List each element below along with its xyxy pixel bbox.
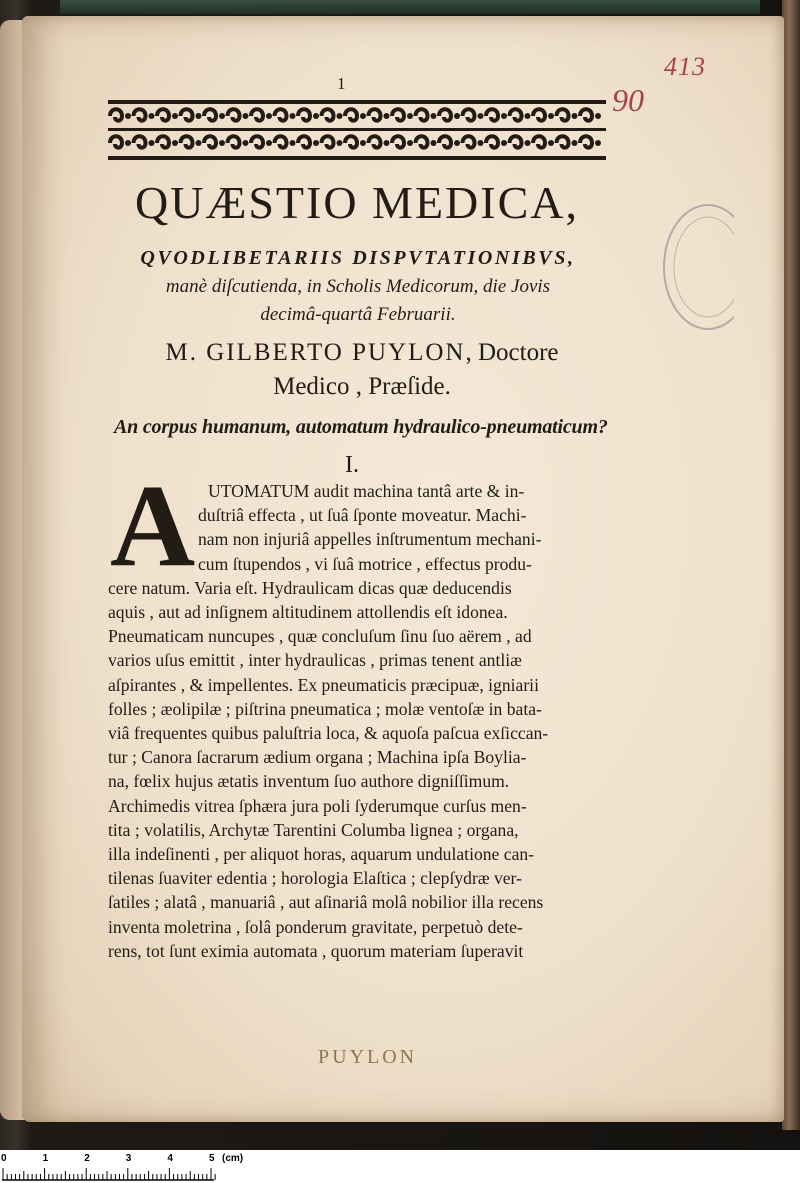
body-line: folles ; æolipilæ ; piſtrina pneumatica ; molæ ventoſæ in bata- — [108, 698, 542, 719]
ruler-unit: (cm) — [222, 1153, 244, 1164]
body-line: inventa moletrina , ſolâ ponderum gravitate, perpetuò dete- — [108, 916, 523, 937]
subtitle-line-2: manè diſcutienda, in Scholis Medicorum, die Jovis — [165, 276, 551, 297]
right-page-edge — [782, 0, 800, 1130]
ornament-dot — [360, 140, 366, 146]
body-line: na, fœlix hujus ætatis inventum ſuo authore digniſſimum. — [108, 771, 510, 792]
body-line: cere natum. Varia eſt. Hydraulicam dicas quæ deducendis — [108, 577, 512, 598]
ornament-dot — [337, 113, 343, 119]
ornament-scroll — [110, 136, 122, 147]
ornament-scroll — [486, 109, 498, 120]
binding-band — [60, 0, 760, 14]
body-line: rens, tot ſunt eximia automata , quorum materiam ſuperavit — [108, 940, 524, 961]
ornament-dot — [172, 140, 178, 146]
ornament-scroll — [157, 136, 169, 147]
ornament-scroll — [533, 109, 545, 120]
body-line: illa indeſinenti , per aliquot horas, aquarum undulatione can- — [108, 844, 535, 864]
body-line: tita ; volatilis, Archytæ Tarentini Columba lignea ; organa, — [108, 819, 519, 840]
page-number: 1 — [337, 74, 346, 93]
ornament-dot — [243, 113, 249, 119]
ornament-scroll — [392, 109, 404, 120]
ornament-scroll — [416, 109, 428, 120]
ruler-label: 1 — [42, 1153, 49, 1164]
ornament-dot — [219, 113, 225, 119]
ornament-scroll — [439, 136, 451, 147]
ornament-band — [108, 100, 606, 160]
ornament-scroll — [134, 109, 146, 120]
body-line: aquis , aut ad inſignem altitudinem attollendis eſt idonea. — [108, 602, 508, 622]
ruler-label: 5 — [209, 1153, 215, 1164]
ornament-scroll — [228, 109, 240, 120]
ornament-dot — [525, 140, 531, 146]
preses-block — [112, 336, 612, 404]
subtitle — [108, 244, 608, 329]
ornament-scroll — [181, 109, 193, 120]
ornament-scroll — [298, 109, 310, 120]
body-line: ſatiles ; alatâ , manuariâ , aut aſinariâ molâ nobilior illa recens — [108, 892, 544, 913]
ornament-dot — [454, 140, 460, 146]
section-numeral: I. — [345, 452, 359, 478]
ornament-dot — [149, 140, 155, 146]
ornament-scroll — [345, 136, 357, 147]
drop-cap: A — [110, 460, 196, 591]
body-line: nam non injuriâ appelles inſtrumentum mechani- — [198, 529, 542, 550]
ornament-dot — [384, 113, 390, 119]
ornament-scroll — [369, 136, 381, 147]
ornament-scroll — [557, 109, 569, 120]
ornament-scroll — [157, 109, 169, 120]
ornament-scroll — [463, 109, 475, 120]
ornament-scroll — [486, 136, 498, 147]
ornament-dot — [360, 113, 366, 119]
ornament-dot — [431, 140, 437, 146]
ornament-dot — [243, 140, 249, 146]
ornament-dot — [548, 113, 554, 119]
body-line: duſtriâ effecta , ut ſuâ ſponte moveatur. Machi- — [198, 505, 527, 526]
ornament-dot — [407, 140, 413, 146]
ornament-dot — [290, 140, 296, 146]
preses-title: , Doctore — [465, 339, 559, 366]
ornament-dot — [125, 113, 131, 119]
subtitle-line-3: decimâ-quartâ Februarii. — [260, 304, 456, 325]
ruler-label: 2 — [84, 1153, 90, 1164]
ornament-scroll — [463, 136, 475, 147]
ornament-scroll — [275, 136, 287, 147]
body-line: UTOMATUM audit machina tantâ arte & in- — [208, 481, 525, 501]
ornament-scroll — [322, 109, 334, 120]
ornament-dot — [478, 113, 484, 119]
ornament-dot — [266, 140, 272, 146]
library-stamp — [656, 198, 734, 336]
ornament-dot — [431, 113, 437, 119]
ornament-scroll — [510, 136, 522, 147]
ornament-dot — [290, 113, 296, 119]
ornament-dot — [266, 113, 272, 119]
ornament-dot — [501, 113, 507, 119]
ornament-dot — [501, 140, 507, 146]
ornament-scroll — [228, 136, 240, 147]
handwritten-folio-side: 90 — [612, 82, 644, 118]
ornament-dot — [572, 113, 578, 119]
body-line: aſpirantes , & impellentes. Ex pneumaticis præcipuæ, igniarii — [108, 674, 539, 695]
ornament-scroll — [110, 109, 122, 120]
ornament-scroll — [345, 109, 357, 120]
ornament-dot — [407, 113, 413, 119]
ornament-dot — [572, 140, 578, 146]
ruler-label: 3 — [125, 1153, 132, 1164]
ornament-scroll — [251, 109, 263, 120]
ornament-dot — [384, 140, 390, 146]
ornament-scroll — [510, 109, 522, 120]
ornament-scroll — [580, 109, 592, 120]
ornament-scroll — [322, 136, 334, 147]
ornament-dot — [196, 113, 202, 119]
subtitle-caps: QVODLIBETARIIS DISPVTATIONIBVS, — [140, 247, 576, 269]
body-line: Pneumaticam nuncupes , quæ concluſum ſinu ſuo aërem , ad — [108, 626, 532, 647]
body-line: cum ſtupendos , vi ſuâ motrice , effectus produ- — [198, 553, 532, 574]
ornament-scroll — [251, 136, 263, 147]
ornament-dot — [525, 113, 531, 119]
ornament-scroll — [557, 136, 569, 147]
ornament-scroll — [439, 109, 451, 120]
ornament-dot — [454, 113, 460, 119]
ornament-scroll — [369, 109, 381, 120]
ornament-scroll — [392, 136, 404, 147]
body-line: tilenas ſuaviter edentia ; horologia Elaſtica ; clepſydræ ver- — [108, 868, 522, 889]
bleed-through-text: PUYLON — [318, 1046, 418, 1068]
ornament-scroll — [204, 109, 216, 120]
ornament-scroll — [416, 136, 428, 147]
preses-line-2: Medico , Præſide. — [273, 373, 451, 400]
ornament-scroll — [275, 109, 287, 120]
ornament-scroll — [298, 136, 310, 147]
body-line: tur ; Canora ſacrarum ædium organa ; Machina ipſa Boylia- — [108, 747, 527, 768]
ornament-dot — [595, 113, 601, 119]
preses-name: M. GILBERTO PUYLON — [165, 339, 466, 366]
question-heading: An corpus humanum, automatum hydraulico-pneumaticum? — [114, 416, 608, 438]
ornament-scroll — [134, 136, 146, 147]
ornament-dot — [313, 140, 319, 146]
ornament-dot — [219, 140, 225, 146]
ornament-dot — [313, 113, 319, 119]
body-line: Archimedis vitrea ſphæra jura poli ſyderumque curſus men- — [108, 795, 527, 816]
ornament-dot — [478, 140, 484, 146]
ornament-dot — [337, 140, 343, 146]
ruler-label: 4 — [167, 1153, 173, 1164]
ornament-dot — [548, 140, 554, 146]
ornament-scroll — [580, 136, 592, 147]
ornament-scroll — [181, 136, 193, 147]
scale-ruler — [0, 1150, 800, 1183]
body-line: viâ frequentes quibus paluſtria loca, & aquoſa paſcua exſiccan- — [108, 723, 549, 743]
ornament-dot — [172, 113, 178, 119]
ornament-scroll — [204, 136, 216, 147]
body-line: varios uſus emittit , inter hydraulicas , primas tenent antliæ — [108, 650, 522, 671]
ornament-dot — [149, 113, 155, 119]
ornament-scroll — [533, 136, 545, 147]
ruler-label: 0 — [1, 1153, 7, 1164]
ornament-dot — [595, 140, 601, 146]
ornament-dot — [196, 140, 202, 146]
handwritten-folio-top: 413 — [664, 52, 706, 81]
page-title: QUÆSTIO MEDICA, — [135, 177, 579, 228]
ornament-dot — [125, 140, 131, 146]
